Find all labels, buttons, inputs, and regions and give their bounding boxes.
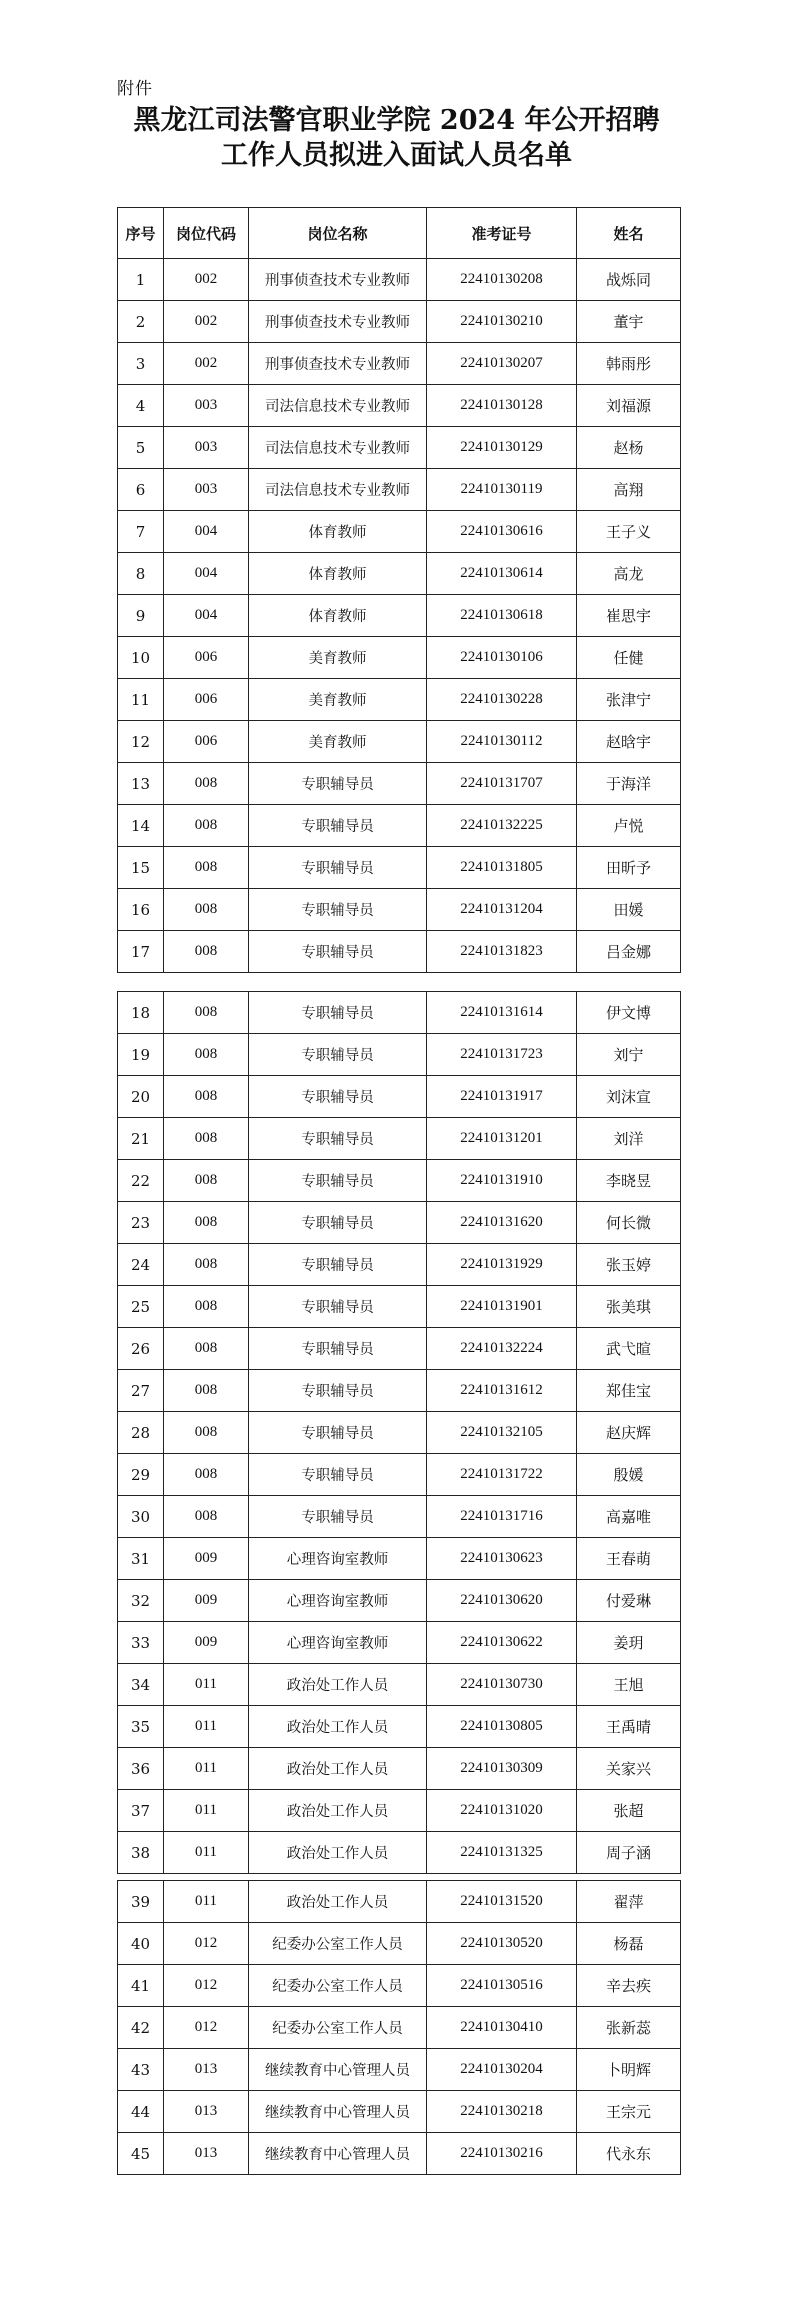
cell-name: 周子涵 bbox=[577, 1832, 681, 1874]
cell-position-name: 政治处工作人员 bbox=[249, 1832, 427, 1874]
cell-name: 张津宁 bbox=[577, 679, 681, 721]
cell-index: 26 bbox=[118, 1328, 164, 1370]
table-row bbox=[118, 763, 681, 805]
cell-name: 姜玥 bbox=[577, 1622, 681, 1664]
cell-position-code: 011 bbox=[164, 1748, 249, 1790]
cell-position-code: 003 bbox=[164, 427, 249, 469]
cell-index: 31 bbox=[118, 1538, 164, 1580]
cell-position-code: 008 bbox=[164, 1496, 249, 1538]
cell-position-code: 008 bbox=[164, 1412, 249, 1454]
cell-position-name: 体育教师 bbox=[249, 595, 427, 637]
cell-position-code: 011 bbox=[164, 1881, 249, 1923]
cell-index: 11 bbox=[118, 679, 164, 721]
table-row bbox=[118, 1244, 681, 1286]
table-row bbox=[118, 721, 681, 763]
cell-index: 20 bbox=[118, 1076, 164, 1118]
table-row bbox=[118, 1580, 681, 1622]
cell-position-code: 011 bbox=[164, 1706, 249, 1748]
cell-index: 30 bbox=[118, 1496, 164, 1538]
cell-position-code: 003 bbox=[164, 385, 249, 427]
cell-exam-number: 22410131917 bbox=[427, 1076, 577, 1118]
cell-index: 42 bbox=[118, 2007, 164, 2049]
table-row bbox=[118, 1496, 681, 1538]
cell-position-name: 专职辅导员 bbox=[249, 931, 427, 973]
cell-exam-number: 22410130228 bbox=[427, 679, 577, 721]
cell-name: 关家兴 bbox=[577, 1748, 681, 1790]
cell-exam-number: 22410131929 bbox=[427, 1244, 577, 1286]
cell-exam-number: 22410131325 bbox=[427, 1832, 577, 1874]
cell-index: 41 bbox=[118, 1965, 164, 2007]
table-row bbox=[118, 469, 681, 511]
cell-index: 21 bbox=[118, 1118, 164, 1160]
cell-exam-number: 22410130622 bbox=[427, 1622, 577, 1664]
cell-index: 38 bbox=[118, 1832, 164, 1874]
cell-position-code: 002 bbox=[164, 259, 249, 301]
cell-name: 任健 bbox=[577, 637, 681, 679]
cell-exam-number: 22410130309 bbox=[427, 1748, 577, 1790]
cell-index: 25 bbox=[118, 1286, 164, 1328]
cell-position-name: 刑事侦查技术专业教师 bbox=[249, 301, 427, 343]
cell-index: 36 bbox=[118, 1748, 164, 1790]
cell-position-code: 012 bbox=[164, 1923, 249, 1965]
cell-name: 高嘉唯 bbox=[577, 1496, 681, 1538]
cell-position-name: 专职辅导员 bbox=[249, 847, 427, 889]
cell-position-code: 013 bbox=[164, 2091, 249, 2133]
cell-name: 赵庆辉 bbox=[577, 1412, 681, 1454]
cell-exam-number: 22410130128 bbox=[427, 385, 577, 427]
cell-exam-number: 22410130210 bbox=[427, 301, 577, 343]
table-row bbox=[118, 1076, 681, 1118]
table-row bbox=[118, 1370, 681, 1412]
cell-position-name: 美育教师 bbox=[249, 679, 427, 721]
cell-position-name: 政治处工作人员 bbox=[249, 1881, 427, 1923]
table-row bbox=[118, 1790, 681, 1832]
table-row bbox=[118, 595, 681, 637]
cell-index: 29 bbox=[118, 1454, 164, 1496]
table-row bbox=[118, 805, 681, 847]
cell-position-code: 012 bbox=[164, 1965, 249, 2007]
cell-name: 张超 bbox=[577, 1790, 681, 1832]
cell-position-code: 013 bbox=[164, 2049, 249, 2091]
cell-position-name: 司法信息技术专业教师 bbox=[249, 469, 427, 511]
cell-position-name: 专职辅导员 bbox=[249, 1412, 427, 1454]
cell-exam-number: 22410130623 bbox=[427, 1538, 577, 1580]
cell-exam-number: 22410130129 bbox=[427, 427, 577, 469]
table-row bbox=[118, 1118, 681, 1160]
cell-exam-number: 22410130216 bbox=[427, 2133, 577, 2175]
table-row bbox=[118, 343, 681, 385]
cell-name: 王宗元 bbox=[577, 2091, 681, 2133]
cell-position-name: 继续教育中心管理人员 bbox=[249, 2133, 427, 2175]
table-row bbox=[118, 553, 681, 595]
cell-position-code: 002 bbox=[164, 343, 249, 385]
cell-name: 刘沫宣 bbox=[577, 1076, 681, 1118]
cell-index: 4 bbox=[118, 385, 164, 427]
cell-position-name: 刑事侦查技术专业教师 bbox=[249, 343, 427, 385]
table-row bbox=[118, 1202, 681, 1244]
cell-index: 44 bbox=[118, 2091, 164, 2133]
cell-index: 32 bbox=[118, 1580, 164, 1622]
cell-index: 19 bbox=[118, 1034, 164, 1076]
cell-index: 27 bbox=[118, 1370, 164, 1412]
cell-position-code: 011 bbox=[164, 1790, 249, 1832]
document-title-line-1: 黑龙江司法警官职业学院 2024 年公开招聘 bbox=[133, 105, 660, 136]
cell-index: 10 bbox=[118, 637, 164, 679]
candidate-table-section-3 bbox=[117, 1880, 681, 2175]
cell-name: 刘宁 bbox=[577, 1034, 681, 1076]
cell-exam-number: 22410131201 bbox=[427, 1118, 577, 1160]
cell-index: 22 bbox=[118, 1160, 164, 1202]
cell-exam-number: 22410130618 bbox=[427, 595, 577, 637]
cell-position-name: 纪委办公室工作人员 bbox=[249, 1965, 427, 2007]
cell-position-name: 司法信息技术专业教师 bbox=[249, 427, 427, 469]
cell-position-name: 纪委办公室工作人员 bbox=[249, 1923, 427, 1965]
cell-name: 张美琪 bbox=[577, 1286, 681, 1328]
cell-exam-number: 22410130207 bbox=[427, 343, 577, 385]
header-position-name: 岗位名称 bbox=[249, 208, 427, 259]
cell-exam-number: 22410132105 bbox=[427, 1412, 577, 1454]
cell-index: 2 bbox=[118, 301, 164, 343]
cell-index: 37 bbox=[118, 1790, 164, 1832]
table-row bbox=[118, 1881, 681, 1923]
cell-index: 40 bbox=[118, 1923, 164, 1965]
cell-position-name: 纪委办公室工作人员 bbox=[249, 2007, 427, 2049]
cell-index: 9 bbox=[118, 595, 164, 637]
cell-exam-number: 22410131716 bbox=[427, 1496, 577, 1538]
cell-position-code: 008 bbox=[164, 931, 249, 973]
table-row bbox=[118, 1454, 681, 1496]
table-row bbox=[118, 1748, 681, 1790]
cell-index: 34 bbox=[118, 1664, 164, 1706]
cell-exam-number: 22410130204 bbox=[427, 2049, 577, 2091]
cell-name: 吕金娜 bbox=[577, 931, 681, 973]
table-row bbox=[118, 2007, 681, 2049]
cell-exam-number: 22410131823 bbox=[427, 931, 577, 973]
cell-position-name: 美育教师 bbox=[249, 637, 427, 679]
cell-position-code: 008 bbox=[164, 1160, 249, 1202]
cell-position-code: 008 bbox=[164, 1328, 249, 1370]
cell-name: 李晓昱 bbox=[577, 1160, 681, 1202]
cell-index: 33 bbox=[118, 1622, 164, 1664]
cell-name: 王子义 bbox=[577, 511, 681, 553]
table-row bbox=[118, 1412, 681, 1454]
cell-exam-number: 22410130730 bbox=[427, 1664, 577, 1706]
cell-exam-number: 22410131707 bbox=[427, 763, 577, 805]
cell-name: 辛去疾 bbox=[577, 1965, 681, 2007]
cell-position-name: 心理咨询室教师 bbox=[249, 1538, 427, 1580]
cell-exam-number: 22410131204 bbox=[427, 889, 577, 931]
cell-position-name: 政治处工作人员 bbox=[249, 1706, 427, 1748]
cell-position-name: 专职辅导员 bbox=[249, 1454, 427, 1496]
cell-index: 24 bbox=[118, 1244, 164, 1286]
cell-exam-number: 22410130112 bbox=[427, 721, 577, 763]
cell-position-name: 心理咨询室教师 bbox=[249, 1580, 427, 1622]
cell-position-code: 008 bbox=[164, 763, 249, 805]
table-row bbox=[118, 1286, 681, 1328]
cell-name: 殷媛 bbox=[577, 1454, 681, 1496]
table-row bbox=[118, 2133, 681, 2175]
cell-position-code: 006 bbox=[164, 637, 249, 679]
cell-position-name: 体育教师 bbox=[249, 511, 427, 553]
cell-position-code: 013 bbox=[164, 2133, 249, 2175]
cell-name: 武弋暄 bbox=[577, 1328, 681, 1370]
cell-position-code: 008 bbox=[164, 1076, 249, 1118]
cell-position-name: 专职辅导员 bbox=[249, 1286, 427, 1328]
table-row bbox=[118, 1706, 681, 1748]
cell-position-name: 心理咨询室教师 bbox=[249, 1622, 427, 1664]
table-header-row bbox=[118, 208, 681, 259]
cell-position-code: 008 bbox=[164, 1370, 249, 1412]
cell-name: 卢悦 bbox=[577, 805, 681, 847]
cell-name: 张玉婷 bbox=[577, 1244, 681, 1286]
table-row bbox=[118, 427, 681, 469]
cell-position-code: 006 bbox=[164, 679, 249, 721]
table-row bbox=[118, 992, 681, 1034]
cell-index: 28 bbox=[118, 1412, 164, 1454]
cell-exam-number: 22410131612 bbox=[427, 1370, 577, 1412]
cell-name: 于海洋 bbox=[577, 763, 681, 805]
cell-exam-number: 22410131520 bbox=[427, 1881, 577, 1923]
cell-position-code: 008 bbox=[164, 1244, 249, 1286]
cell-position-name: 专职辅导员 bbox=[249, 992, 427, 1034]
header-exam-number: 准考证号 bbox=[427, 208, 577, 259]
cell-exam-number: 22410130516 bbox=[427, 1965, 577, 2007]
cell-name: 郑佳宝 bbox=[577, 1370, 681, 1412]
cell-exam-number: 22410131620 bbox=[427, 1202, 577, 1244]
table-row bbox=[118, 679, 681, 721]
cell-index: 17 bbox=[118, 931, 164, 973]
table-row bbox=[118, 1034, 681, 1076]
cell-index: 8 bbox=[118, 553, 164, 595]
cell-name: 赵晗宇 bbox=[577, 721, 681, 763]
cell-exam-number: 22410130614 bbox=[427, 553, 577, 595]
cell-position-code: 008 bbox=[164, 1118, 249, 1160]
cell-position-name: 专职辅导员 bbox=[249, 1160, 427, 1202]
table-row bbox=[118, 1328, 681, 1370]
cell-position-name: 政治处工作人员 bbox=[249, 1664, 427, 1706]
table-row bbox=[118, 889, 681, 931]
cell-name: 刘洋 bbox=[577, 1118, 681, 1160]
cell-position-code: 012 bbox=[164, 2007, 249, 2049]
cell-position-code: 002 bbox=[164, 301, 249, 343]
table-row bbox=[118, 259, 681, 301]
cell-position-name: 专职辅导员 bbox=[249, 1244, 427, 1286]
cell-position-code: 009 bbox=[164, 1622, 249, 1664]
cell-index: 16 bbox=[118, 889, 164, 931]
cell-exam-number: 22410130208 bbox=[427, 259, 577, 301]
cell-position-name: 专职辅导员 bbox=[249, 763, 427, 805]
cell-exam-number: 22410131723 bbox=[427, 1034, 577, 1076]
cell-position-name: 继续教育中心管理人员 bbox=[249, 2091, 427, 2133]
cell-exam-number: 22410131614 bbox=[427, 992, 577, 1034]
cell-name: 杨磊 bbox=[577, 1923, 681, 1965]
table-row bbox=[118, 301, 681, 343]
cell-index: 1 bbox=[118, 259, 164, 301]
cell-name: 卜明辉 bbox=[577, 2049, 681, 2091]
table-row bbox=[118, 2091, 681, 2133]
table-row bbox=[118, 1160, 681, 1202]
cell-position-code: 008 bbox=[164, 1286, 249, 1328]
cell-exam-number: 22410130119 bbox=[427, 469, 577, 511]
cell-index: 45 bbox=[118, 2133, 164, 2175]
cell-position-name: 体育教师 bbox=[249, 553, 427, 595]
table-row bbox=[118, 1664, 681, 1706]
cell-index: 35 bbox=[118, 1706, 164, 1748]
cell-exam-number: 22410132225 bbox=[427, 805, 577, 847]
cell-name: 张新蕊 bbox=[577, 2007, 681, 2049]
cell-index: 23 bbox=[118, 1202, 164, 1244]
table-row bbox=[118, 1965, 681, 2007]
cell-position-name: 专职辅导员 bbox=[249, 889, 427, 931]
cell-index: 13 bbox=[118, 763, 164, 805]
cell-exam-number: 22410132224 bbox=[427, 1328, 577, 1370]
cell-index: 18 bbox=[118, 992, 164, 1034]
header-index: 序号 bbox=[118, 208, 164, 259]
cell-index: 6 bbox=[118, 469, 164, 511]
cell-position-name: 政治处工作人员 bbox=[249, 1790, 427, 1832]
table-row bbox=[118, 637, 681, 679]
cell-position-code: 004 bbox=[164, 553, 249, 595]
cell-name: 战烁同 bbox=[577, 259, 681, 301]
cell-name: 赵杨 bbox=[577, 427, 681, 469]
cell-exam-number: 22410130410 bbox=[427, 2007, 577, 2049]
cell-index: 14 bbox=[118, 805, 164, 847]
table-row bbox=[118, 931, 681, 973]
attachment-label: 附件 bbox=[117, 79, 153, 99]
table-row bbox=[118, 1538, 681, 1580]
cell-name: 田媛 bbox=[577, 889, 681, 931]
cell-position-code: 008 bbox=[164, 889, 249, 931]
cell-index: 7 bbox=[118, 511, 164, 553]
cell-name: 伊文博 bbox=[577, 992, 681, 1034]
cell-name: 何长微 bbox=[577, 1202, 681, 1244]
cell-position-code: 008 bbox=[164, 1454, 249, 1496]
document-title-line-2: 工作人员拟进入面试人员名单 bbox=[221, 140, 572, 171]
cell-name: 高龙 bbox=[577, 553, 681, 595]
cell-exam-number: 22410131805 bbox=[427, 847, 577, 889]
cell-position-name: 专职辅导员 bbox=[249, 1034, 427, 1076]
cell-position-name: 专职辅导员 bbox=[249, 1496, 427, 1538]
cell-position-name: 继续教育中心管理人员 bbox=[249, 2049, 427, 2091]
cell-name: 王春萌 bbox=[577, 1538, 681, 1580]
cell-exam-number: 22410131901 bbox=[427, 1286, 577, 1328]
cell-position-name: 专职辅导员 bbox=[249, 1076, 427, 1118]
cell-position-code: 008 bbox=[164, 847, 249, 889]
cell-name: 付爱琳 bbox=[577, 1580, 681, 1622]
cell-index: 15 bbox=[118, 847, 164, 889]
table-row bbox=[118, 1832, 681, 1874]
cell-position-code: 006 bbox=[164, 721, 249, 763]
cell-exam-number: 22410130616 bbox=[427, 511, 577, 553]
cell-position-code: 008 bbox=[164, 805, 249, 847]
table-row bbox=[118, 511, 681, 553]
cell-name: 王旭 bbox=[577, 1664, 681, 1706]
cell-name: 代永东 bbox=[577, 2133, 681, 2175]
table-row bbox=[118, 2049, 681, 2091]
header-position-code: 岗位代码 bbox=[164, 208, 249, 259]
cell-index: 12 bbox=[118, 721, 164, 763]
cell-position-code: 004 bbox=[164, 511, 249, 553]
cell-position-name: 专职辅导员 bbox=[249, 1370, 427, 1412]
cell-index: 5 bbox=[118, 427, 164, 469]
cell-name: 崔思宇 bbox=[577, 595, 681, 637]
cell-name: 王禹晴 bbox=[577, 1706, 681, 1748]
cell-position-code: 011 bbox=[164, 1832, 249, 1874]
cell-position-name: 政治处工作人员 bbox=[249, 1748, 427, 1790]
cell-name: 高翔 bbox=[577, 469, 681, 511]
cell-position-name: 专职辅导员 bbox=[249, 1118, 427, 1160]
cell-position-name: 司法信息技术专业教师 bbox=[249, 385, 427, 427]
table-row bbox=[118, 1923, 681, 1965]
table-row bbox=[118, 1622, 681, 1664]
cell-position-name: 专职辅导员 bbox=[249, 805, 427, 847]
cell-exam-number: 22410130805 bbox=[427, 1706, 577, 1748]
table-row bbox=[118, 385, 681, 427]
cell-name: 韩雨彤 bbox=[577, 343, 681, 385]
cell-index: 39 bbox=[118, 1881, 164, 1923]
cell-position-code: 008 bbox=[164, 1034, 249, 1076]
cell-exam-number: 22410130106 bbox=[427, 637, 577, 679]
cell-exam-number: 22410131020 bbox=[427, 1790, 577, 1832]
table-row bbox=[118, 847, 681, 889]
cell-position-name: 刑事侦查技术专业教师 bbox=[249, 259, 427, 301]
cell-position-name: 专职辅导员 bbox=[249, 1202, 427, 1244]
cell-index: 43 bbox=[118, 2049, 164, 2091]
cell-name: 董宇 bbox=[577, 301, 681, 343]
cell-position-code: 009 bbox=[164, 1538, 249, 1580]
cell-position-code: 008 bbox=[164, 1202, 249, 1244]
candidate-table-section-2 bbox=[117, 991, 681, 1874]
cell-name: 刘福源 bbox=[577, 385, 681, 427]
cell-position-name: 美育教师 bbox=[249, 721, 427, 763]
cell-position-code: 003 bbox=[164, 469, 249, 511]
cell-exam-number: 22410130218 bbox=[427, 2091, 577, 2133]
cell-name: 翟萍 bbox=[577, 1881, 681, 1923]
cell-exam-number: 22410130520 bbox=[427, 1923, 577, 1965]
cell-position-code: 004 bbox=[164, 595, 249, 637]
candidate-table-section-1 bbox=[117, 207, 681, 973]
header-name: 姓名 bbox=[577, 208, 681, 259]
cell-position-code: 008 bbox=[164, 992, 249, 1034]
cell-exam-number: 22410131722 bbox=[427, 1454, 577, 1496]
cell-name: 田昕予 bbox=[577, 847, 681, 889]
cell-index: 3 bbox=[118, 343, 164, 385]
cell-exam-number: 22410131910 bbox=[427, 1160, 577, 1202]
cell-exam-number: 22410130620 bbox=[427, 1580, 577, 1622]
cell-position-code: 011 bbox=[164, 1664, 249, 1706]
cell-position-name: 专职辅导员 bbox=[249, 1328, 427, 1370]
cell-position-code: 009 bbox=[164, 1580, 249, 1622]
